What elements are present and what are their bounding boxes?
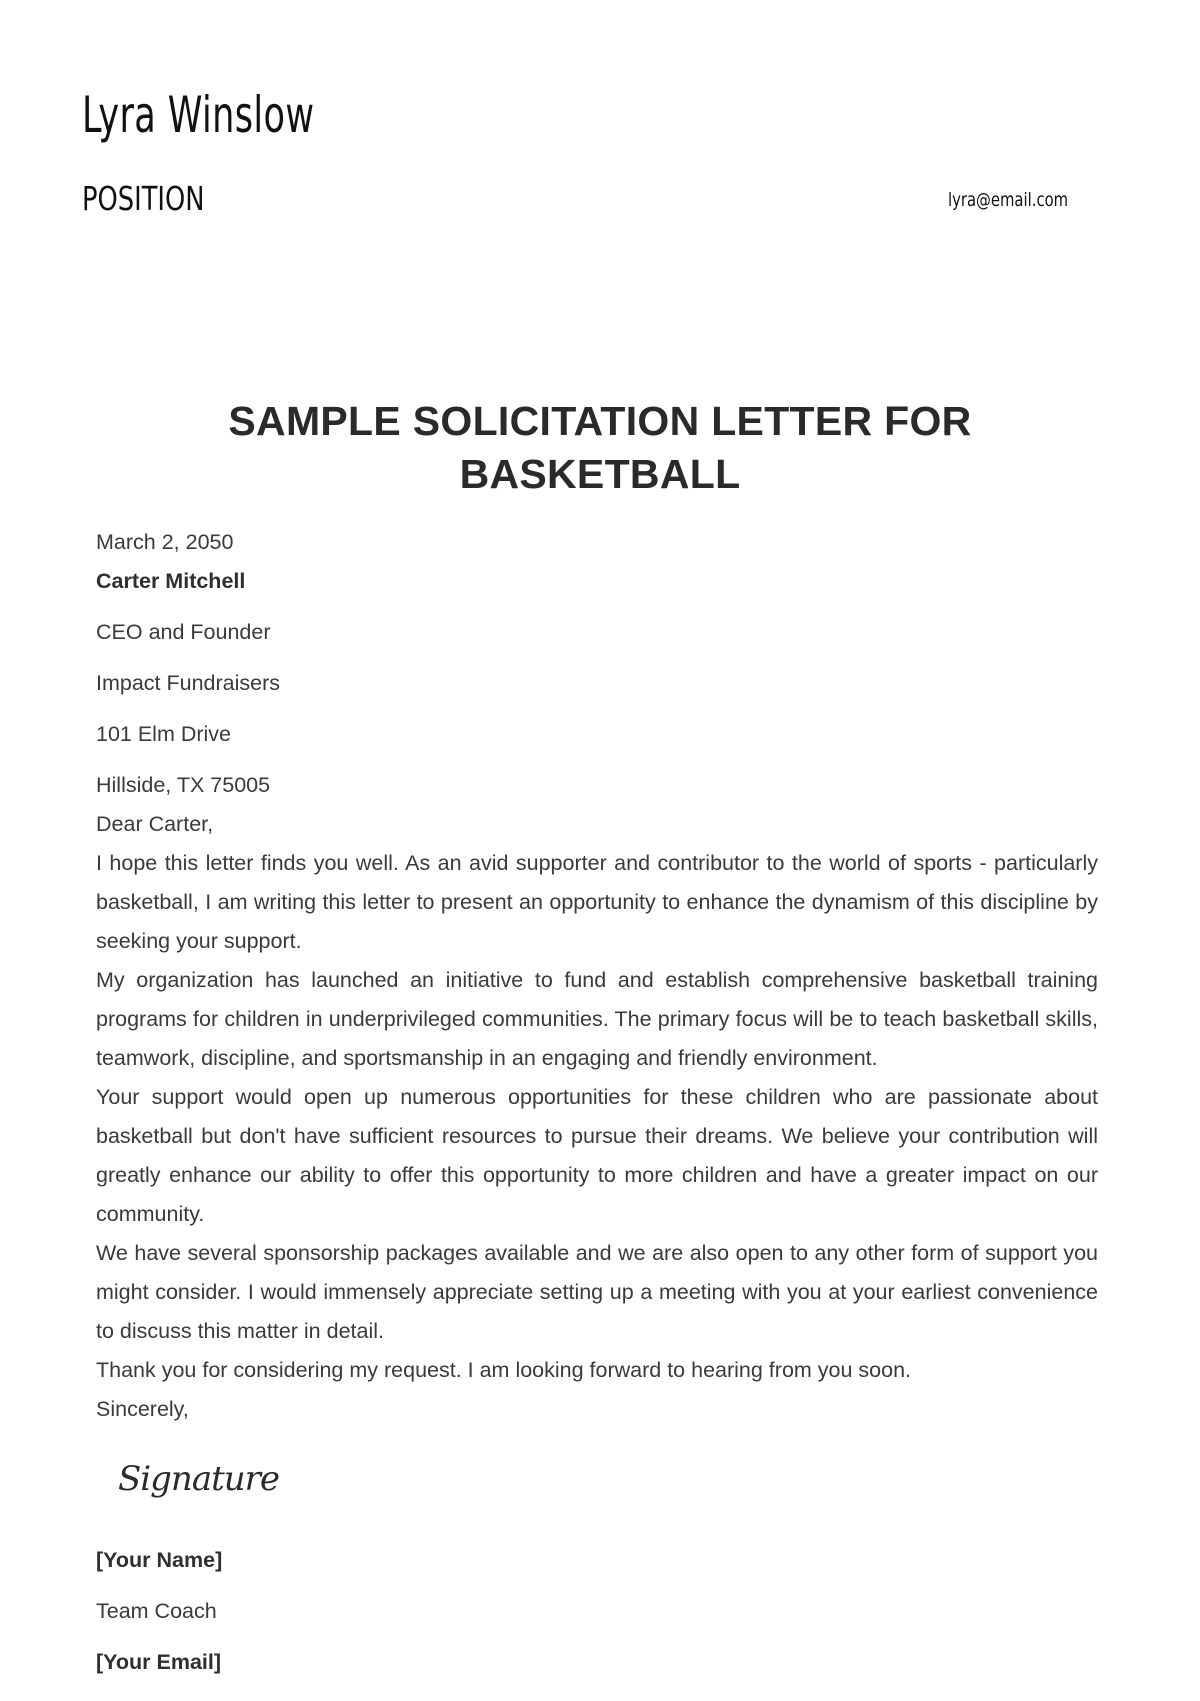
recipient-company: Impact Fundraisers [96,671,281,695]
letter-date: March 2, 2050 [96,530,234,554]
letter-title: SAMPLE SOLICITATION LETTER FOR BASKETBALL [228,398,972,497]
salutation: Dear Carter, [96,812,214,836]
paragraph-thanks: Thank you for considering my request. I am looking forward to hearing from you soon. [96,1358,912,1382]
paragraph-support: Your support would open up numerous opportunities for these children who are passionate about basketball but don't have sufficient resources to pursue their dreams. We believe your contribution will greatly enhance our ability to offer this opportunity to more children and have a greater impact on our community. [96,1085,1098,1226]
paragraph-initiative: My organization has launched an initiative to fund and establish comprehensive basketball training programs for children in underprivileged communities. The primary focus will be to teach basketball skills, teamwork, discipline, and sportsmanship in an engaging and friendly environment. [96,968,1098,1070]
sender-title: Team Coach [96,1599,217,1623]
closing: Sincerely, [96,1397,189,1421]
sender-header-position: POSITION [82,179,205,218]
recipient-city: Hillside, TX 75005 [96,773,271,797]
paragraph-sponsorship: We have several sponsorship packages available and we are also open to any other form of support you might consider. I would immensely appreciate setting up a meeting with you at your earliest convenience to discuss this matter in detail. [96,1241,1098,1343]
signature: Signature [118,1459,280,1499]
recipient-name: Carter Mitchell [96,569,246,593]
sender-header-email: lyra@email.com [948,189,1069,211]
letter-body [96,523,1098,1682]
sender-name: [Your Name] [96,1548,223,1572]
recipient-street: 101 Elm Drive [96,722,232,746]
sender-header-name: Lyra Winslow [82,86,315,144]
paragraph-intro: I hope this letter finds you well. As an avid supporter and contributor to the world of sports - particularly basketball, I am writing this letter to present an opportunity to enhance the dynamism of this discipline by seeking your support. [96,851,1098,953]
recipient-title: CEO and Founder [96,620,271,644]
sender-email: [Your Email] [96,1650,222,1674]
